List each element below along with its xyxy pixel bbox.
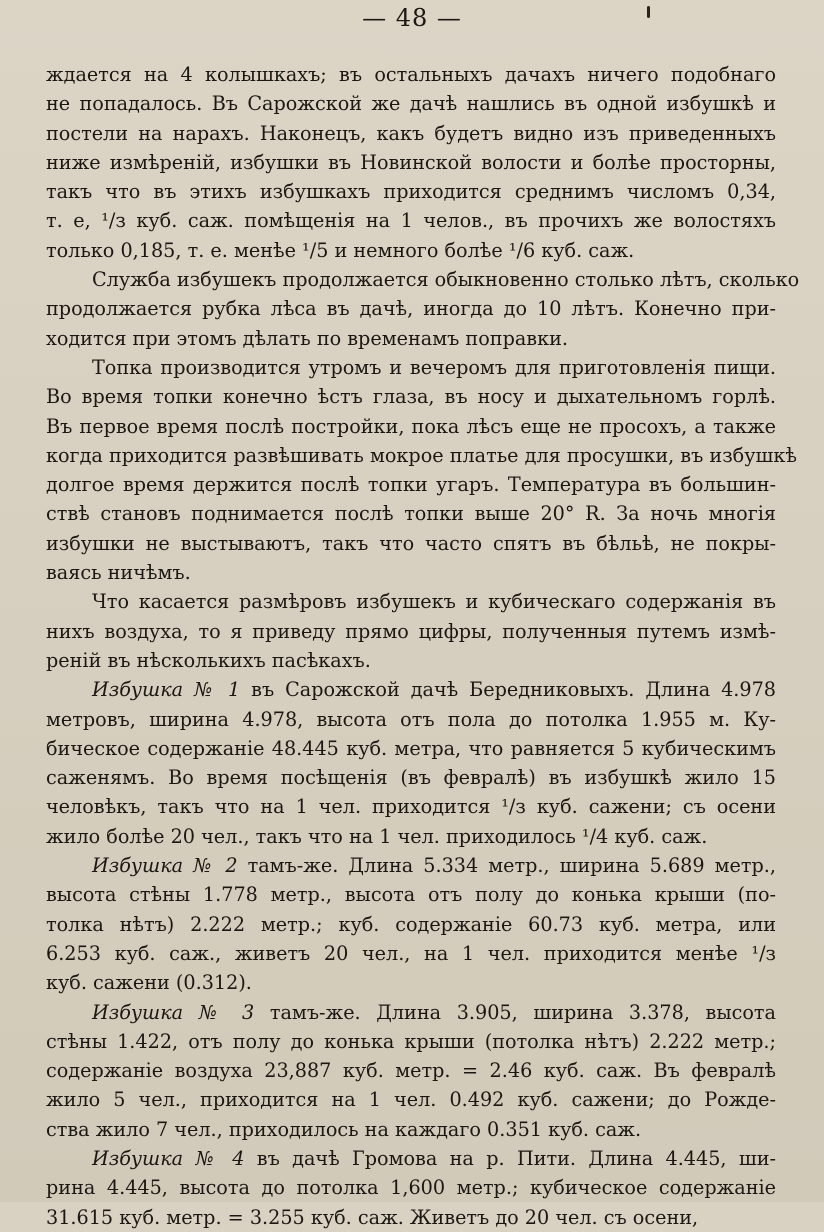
text-line: не попадалось. Въ Сарожской же дачѣ нашлись въ одной избушкѣ и: [46, 92, 776, 116]
ink-mark: [647, 6, 650, 18]
text-line: Служба избушекъ продолжается обыкновенно столько лѣтъ, сколько: [92, 268, 800, 292]
paragraph: [46, 1144, 776, 1232]
entry-heading: Избушка № 4: [92, 1146, 245, 1170]
text-line: [46, 1144, 776, 1173]
text-line: толка нѣтъ) 2.222 метр.; куб. содержаніе 60.73 куб. метра, или: [46, 912, 776, 936]
text-line: высота стѣны 1.778 метр., высота отъ полу до конька крыши (по-: [46, 883, 776, 907]
text-line: ваясь ничѣмъ.: [46, 561, 191, 585]
paragraph: [46, 998, 776, 1144]
text-line: бическое содержаніе 48.445 куб. метра, что равняется 5 кубическимъ: [46, 736, 776, 760]
text-line: метровъ, ширина 4.978, высота отъ пола до потолка 1.955 м. Ку-: [46, 707, 776, 731]
page-number: — 48 —: [362, 4, 462, 32]
text-line: жило болѣе 20 чел., такъ что на 1 чел. приходилось ¹/4 куб. саж.: [46, 824, 708, 848]
text-line: ждается на 4 колышкахъ; въ остальныхъ дачахъ ничего подобнаго: [46, 63, 776, 86]
paragraph: [46, 353, 797, 587]
text-line: рина 4.445, высота до потолка 1,600 метр.; кубическое содержаніе: [46, 1176, 776, 1200]
text-line: т. е, ¹/з куб. саж. помѣщенія на 1 челов., въ прочихъ же волостяхъ: [46, 209, 776, 233]
text-line: реній въ нѣсколькихъ пасѣкахъ.: [46, 648, 371, 672]
entry-text: въ дачѣ Громова на р. Пити. Длина 4.445, ши-: [244, 1146, 776, 1170]
text-line: ниже измѣреній, избушки въ Новинской волости и болѣе просторны,: [46, 150, 776, 174]
entry-text: въ Сарожской дачѣ Бередниковыхъ. Длина 4.978: [240, 678, 776, 702]
text-line: жило 5 чел., приходится на 1 чел. 0.492 куб. сажени; до Рожде-: [46, 1088, 776, 1112]
text-line: человѣкъ, такъ что на 1 чел. приходится ¹/з куб. сажени; съ осени: [46, 795, 776, 819]
text-line: [46, 675, 776, 704]
entry-text: тамъ-же. Длина 5.334 метр., ширина 5.689 метр.,: [237, 854, 776, 878]
text-line: избушки не выстываютъ, такъ что часто спятъ въ бѣльѣ, не покры-: [46, 531, 776, 555]
text-line: Во время топки конечно ѣстъ глаза, въ носу и дыхательномъ горлѣ.: [46, 385, 776, 409]
paragraph: [46, 265, 800, 353]
text-line: Что касается размѣровъ избушекъ и кубическаго содержанія въ: [92, 590, 776, 614]
paragraph: [46, 675, 776, 851]
text-line: такъ что въ этихъ избушкахъ приходится среднимъ числомъ 0,34,: [46, 180, 776, 204]
text-line: куб. сажени (0.312).: [46, 971, 252, 995]
paragraph: [46, 60, 776, 265]
text-line: стѣны 1.422, отъ полу до конька крыши (потолка нѣтъ) 2.222 метр.;: [46, 1029, 776, 1053]
entry-text: тамъ-же. Длина 3.905, ширина 3.378, высота: [254, 1000, 776, 1024]
text-line: Топка производится утромъ и вечеромъ для приготовленія пищи.: [92, 355, 776, 379]
text-line: Въ первое время послѣ постройки, пока лѣсъ еще не просохъ, а также: [46, 414, 776, 438]
paragraph: [46, 587, 776, 675]
entry-heading: Избушка № 1: [92, 678, 241, 702]
text-line: 6.253 куб. саж., живетъ 20 чел., на 1 чел. приходится менѣе ¹/з: [46, 941, 776, 965]
paragraph: [46, 851, 776, 997]
text-line: ходится при этомъ дѣлать по временамъ поправки.: [46, 326, 568, 350]
text-line: долгое время держится послѣ топки угаръ. Температура въ большин-: [46, 473, 776, 497]
text-line: ствѣ становъ поднимается послѣ топки выше 20° R. За ночь многія: [46, 502, 776, 526]
text-line: постели на нарахъ. Наконецъ, какъ будетъ видно изъ приведенныхъ: [46, 121, 776, 145]
text-line: когда приходится развѣшивать мокрое платье для просушки, въ избушкѣ: [46, 443, 797, 467]
text-line: только 0,185, т. е. менѣе ¹/5 и немного болѣе ¹/6 куб. саж.: [46, 238, 635, 262]
text-line: саженямъ. Во время посѣщенія (въ февралѣ) въ избушкѣ жило 15: [46, 766, 776, 790]
entry-heading: Избушка № 3: [92, 1000, 255, 1024]
text-line: 31.615 куб. метр. = 3.255 куб. саж. Живетъ до 20 чел. съ осени,: [46, 1205, 699, 1229]
text-line: содержаніе воздуха 23,887 куб. метр. = 2.46 куб. саж. Въ февралѣ: [46, 1059, 776, 1083]
text-line: [46, 998, 776, 1027]
entry-heading: Избушка № 2: [92, 854, 238, 878]
text-line: [46, 851, 776, 880]
text-line: продолжается рубка лѣса въ дачѣ, иногда до 10 лѣтъ. Конечно при-: [46, 297, 776, 321]
body-text: [46, 60, 800, 1232]
text-line: нихъ воздуха, то я приведу прямо цифры, полученныя путемъ измѣ-: [46, 619, 776, 643]
text-line: ства жило 7 чел., приходилось на каждаго 0.351 куб. саж.: [46, 1117, 642, 1141]
